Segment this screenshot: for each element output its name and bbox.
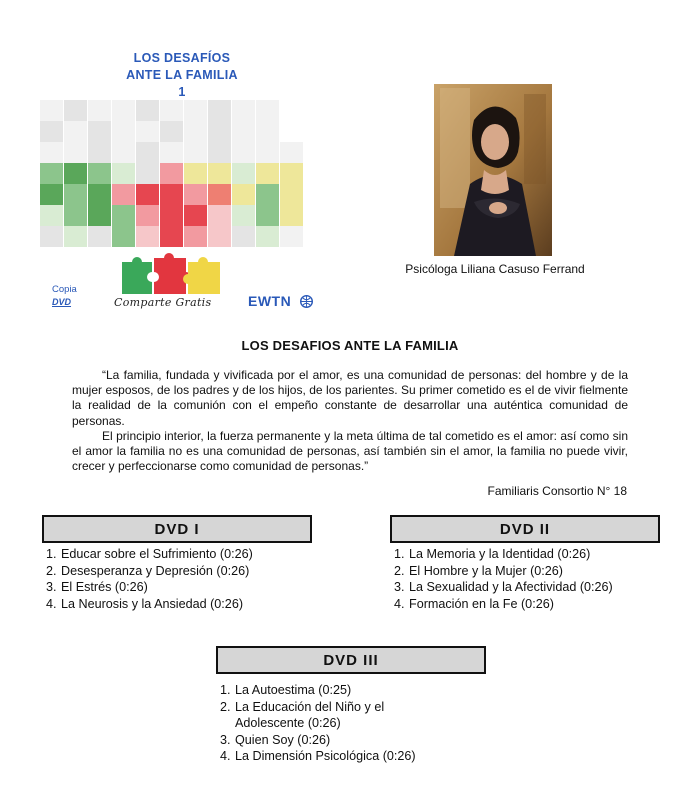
- mosaic-cell: [160, 163, 183, 184]
- mosaic-cell: [40, 163, 63, 184]
- mosaic-cell: [208, 184, 231, 205]
- list-item: [220, 732, 420, 749]
- list-item: [46, 546, 336, 563]
- list-item: [394, 579, 694, 596]
- mosaic-cell: [184, 100, 207, 121]
- mosaic-cell: [208, 163, 231, 184]
- mosaic-cell: [160, 205, 183, 226]
- mosaic-cell: [136, 121, 159, 142]
- ewtn-logo: EWTN: [248, 293, 292, 309]
- mosaic-cell: [64, 163, 87, 184]
- mosaic-cell: [208, 121, 231, 142]
- list-item-number: 1.: [394, 547, 405, 561]
- list-item-number: 4.: [220, 749, 231, 764]
- quote-paragraph-2: El principio interior, la fuerza permanente y la meta última de tal cometido es el amor: así como sin el amor la familia no es una comunidad de personas, así también sin el amor, la familia no puede vivir, crecer y perfeccionarse como comunidad de personas.”: [72, 428, 628, 474]
- mosaic-cell: [232, 184, 255, 205]
- list-item-text: La Neurosis y la Ansiedad (0:26): [61, 596, 244, 611]
- mosaic-cell: [280, 184, 303, 205]
- cover-mosaic-art: [40, 100, 310, 250]
- cover-title-line1: LOS DESAFÍOS: [133, 51, 231, 65]
- photo-caption: Psicóloga Liliana Casuso Ferrand: [405, 262, 585, 276]
- list-item-text: La Autoestima (0:25): [235, 683, 352, 697]
- mosaic-cell: [208, 100, 231, 121]
- mosaic-cell: [256, 184, 279, 205]
- cover-title-line3: 1: [178, 85, 186, 99]
- list-item-text: La Sexualidad y la Afectividad (0:26): [409, 580, 613, 595]
- mosaic-cell: [232, 226, 255, 247]
- mosaic-cell: [232, 100, 255, 121]
- list-item-number: 3.: [46, 580, 57, 595]
- mosaic-cell: [256, 163, 279, 184]
- mosaic-cell: [136, 163, 159, 184]
- mosaic-cell: [160, 142, 183, 163]
- list-item-number: 1.: [220, 683, 231, 697]
- mosaic-cell: [160, 226, 183, 247]
- mosaic-cell: [232, 121, 255, 142]
- list-item-number: 4.: [394, 596, 405, 611]
- list-item: [394, 563, 694, 580]
- mosaic-cell: [136, 142, 159, 163]
- mosaic-cell: [184, 226, 207, 247]
- list-item: [46, 563, 336, 580]
- mosaic-cell: [256, 205, 279, 226]
- mosaic-cell: [256, 142, 279, 163]
- mosaic-cell: [184, 184, 207, 205]
- dvd2-header: DVD II: [390, 515, 660, 543]
- mosaic-cell: [112, 100, 135, 121]
- mosaic-cell: [88, 121, 111, 142]
- mosaic-cell: [112, 163, 135, 184]
- dvd1-list: [46, 546, 336, 612]
- mosaic-cell: [256, 226, 279, 247]
- mosaic-cell: [256, 100, 279, 121]
- mosaic-cell: [112, 226, 135, 247]
- list-item-text: La Dimensión Psicológica (0:26): [235, 749, 416, 764]
- page-title: LOS DESAFIOS ANTE LA FAMILIA: [241, 338, 459, 353]
- list-item: [394, 546, 694, 563]
- mosaic-cell: [208, 205, 231, 226]
- mosaic-cell: [40, 100, 63, 121]
- list-item-text: La Memoria y la Identidad (0:26): [409, 547, 591, 561]
- list-item-number: 3.: [220, 732, 231, 747]
- mosaic-cell: [64, 142, 87, 163]
- list-item: [46, 596, 336, 613]
- mosaic-cell: [184, 205, 207, 226]
- mosaic-cell: [208, 226, 231, 247]
- mosaic-cell: [232, 205, 255, 226]
- list-item: [220, 699, 420, 732]
- comparte-gratis-logo: Comparte Gratis: [114, 296, 212, 309]
- mosaic-cell: [88, 100, 111, 121]
- mosaic-cell: [280, 205, 303, 226]
- list-item: [220, 748, 420, 765]
- list-item-number: 3.: [394, 580, 405, 595]
- mosaic-cell: [64, 226, 87, 247]
- mosaic-cell: [184, 121, 207, 142]
- dvd2-list: [394, 546, 694, 612]
- cover-title-line2: ANTE LA FAMILIA: [126, 68, 238, 82]
- mosaic-cell: [112, 205, 135, 226]
- mosaic-cell: [160, 184, 183, 205]
- mosaic-cell: [40, 121, 63, 142]
- dvd1-header: DVD I: [42, 515, 312, 543]
- mosaic-cell: [280, 142, 303, 163]
- dvd-logo: DVD: [52, 297, 72, 307]
- mosaic-cell: [88, 226, 111, 247]
- quote-block: [72, 368, 628, 474]
- mosaic-cell: [64, 205, 87, 226]
- mosaic-cell: [88, 163, 111, 184]
- list-item: [220, 682, 420, 699]
- mosaic-cell: [112, 142, 135, 163]
- cover-title: [112, 50, 252, 101]
- list-item-text: El Hombre y la Mujer (0:26): [409, 563, 563, 578]
- mosaic-cell: [64, 100, 87, 121]
- puzzle-pieces-icon: [118, 250, 226, 298]
- mosaic-cell: [256, 121, 279, 142]
- list-item: [394, 596, 694, 613]
- list-item: [46, 579, 336, 596]
- mosaic-cell: [280, 226, 303, 247]
- mosaic-cell: [112, 184, 135, 205]
- list-item-text: El Estrés (0:26): [61, 580, 148, 595]
- mosaic-cell: [232, 163, 255, 184]
- mosaic-cell: [88, 205, 111, 226]
- list-item-number: 2.: [220, 699, 231, 714]
- copia-label: Copia: [52, 284, 77, 295]
- list-item-text: Quien Soy (0:26): [235, 732, 331, 747]
- mosaic-cell: [40, 205, 63, 226]
- mosaic-cell: [232, 142, 255, 163]
- mosaic-cell: [40, 142, 63, 163]
- dvd3-list: [220, 682, 420, 765]
- globe-icon: [300, 295, 313, 308]
- mosaic-cell: [88, 142, 111, 163]
- mosaic-cell: [208, 142, 231, 163]
- list-item-number: 2.: [394, 563, 405, 578]
- mosaic-cell: [64, 184, 87, 205]
- portrait-photo: [434, 84, 552, 256]
- dvd3-header: DVD III: [216, 646, 486, 674]
- list-item-text: Desesperanza y Depresión (0:26): [61, 563, 250, 578]
- quote-paragraph-1: “La familia, fundada y vivificada por el amor, es una comunidad de personas: del hombre y de la mujer esposos, de los padres y de los hijos, de los parientes. Su primer cometido es el de vivir fielmente la realidad de la comunión con el empeño constante de desarrollar una auténtica comunidad de personas.: [72, 368, 628, 428]
- mosaic-cell: [88, 184, 111, 205]
- mosaic-cell: [40, 226, 63, 247]
- list-item-number: 1.: [46, 547, 57, 561]
- list-item-text: Formación en la Fe (0:26): [409, 596, 554, 611]
- quote-source: Familiaris Consortio N° 18: [487, 484, 627, 498]
- mosaic-cell: [136, 100, 159, 121]
- mosaic-cell: [184, 142, 207, 163]
- list-item-text: Educar sobre el Sufrimiento (0:26): [61, 547, 253, 561]
- mosaic-cell: [160, 100, 183, 121]
- list-item-text: La Educación del Niño y el Adolescente (0:26): [235, 699, 385, 731]
- mosaic-cell: [136, 205, 159, 226]
- list-item-number: 4.: [46, 596, 57, 611]
- mosaic-cell: [112, 121, 135, 142]
- list-item-number: 2.: [46, 563, 57, 578]
- mosaic-cell: [160, 121, 183, 142]
- mosaic-cell: [136, 226, 159, 247]
- mosaic-cell: [136, 184, 159, 205]
- mosaic-cell: [40, 184, 63, 205]
- mosaic-cell: [184, 163, 207, 184]
- mosaic-cell: [280, 163, 303, 184]
- mosaic-cell: [64, 121, 87, 142]
